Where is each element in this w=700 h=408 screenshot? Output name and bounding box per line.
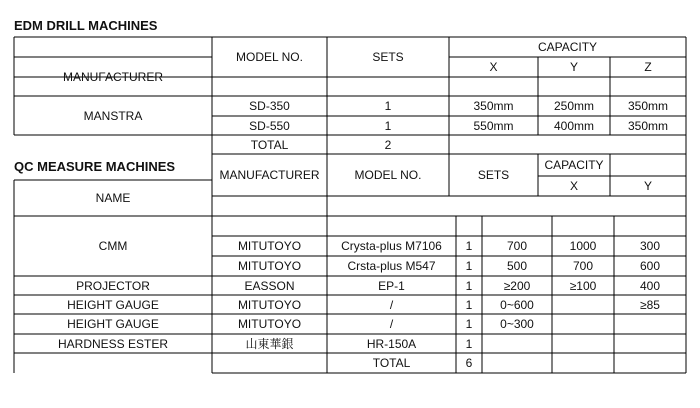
qc-header-x: X bbox=[569, 179, 578, 193]
qc-row-model: / bbox=[389, 297, 394, 312]
qc-row-value-c bbox=[614, 334, 686, 353]
edm-row-x: 350mm bbox=[473, 99, 514, 113]
qc-row-value-a: 700 bbox=[506, 239, 528, 253]
edm-row-x: 550mm bbox=[473, 118, 514, 133]
qc-row-manufacturer: MITUTOYO bbox=[237, 239, 302, 253]
edm-row-z: 350mm bbox=[627, 118, 668, 133]
qc-row-value-b bbox=[552, 314, 614, 334]
qc-row-manufacturer: 山東華銀 bbox=[245, 337, 294, 351]
qc-row-value-b bbox=[552, 334, 614, 353]
edm-row-z: 350mm bbox=[627, 99, 668, 113]
qc-row-value-b: 1000 bbox=[569, 239, 597, 253]
qc-header-name: NAME bbox=[95, 191, 131, 205]
qc-row-value-a: ≥200 bbox=[503, 278, 531, 293]
qc-row-value-c: ≥85 bbox=[640, 297, 660, 312]
edm-row-model: SD-550 bbox=[249, 118, 290, 133]
qc-row-manufacturer: EASSON bbox=[244, 278, 295, 293]
edm-header-capacity: CAPACITY bbox=[537, 40, 598, 54]
qc-row-sets: 1 bbox=[465, 336, 473, 351]
edm-header-z: Z bbox=[644, 60, 652, 74]
qc-row-model: Crysta-plus M7106 bbox=[341, 239, 442, 253]
qc-header-manufacturer: MANUFACTURER bbox=[219, 168, 320, 182]
qc-row-manufacturer: MITUTOYO bbox=[237, 297, 302, 312]
qc-row-name: HARDNESS ESTER bbox=[57, 336, 169, 351]
qc-section-title: QC MEASURE MACHINES bbox=[14, 159, 176, 174]
edm-total-label: TOTAL bbox=[250, 137, 289, 152]
qc-row-sets: 1 bbox=[465, 259, 473, 273]
qc-header-capacity: CAPACITY bbox=[544, 158, 604, 172]
qc-row-value-b: 700 bbox=[572, 259, 594, 273]
qc-row-model: HR-150A bbox=[366, 336, 417, 351]
qc-row-manufacturer: MITUTOYO bbox=[237, 259, 302, 273]
qc-row-value-b: ≥100 bbox=[569, 278, 597, 293]
qc-row-sets: 1 bbox=[465, 297, 473, 312]
qc-row-name: HEIGHT GAUGE bbox=[67, 297, 159, 312]
edm-row-y: 400mm bbox=[553, 118, 594, 133]
qc-row-sets: 1 bbox=[465, 317, 473, 331]
qc-row-value-a: 0~300 bbox=[500, 317, 534, 331]
edm-header-x: X bbox=[489, 60, 498, 74]
edm-section-title: EDM DRILL MACHINES bbox=[14, 18, 158, 33]
qc-row-value-a: 500 bbox=[506, 259, 528, 273]
qc-row-name: CMM bbox=[98, 239, 128, 253]
qc-row-value-b bbox=[552, 295, 614, 314]
edm-row-model: SD-350 bbox=[249, 99, 290, 113]
edm-manufacturer: MANSTRA bbox=[83, 108, 143, 123]
qc-row-value-c: 400 bbox=[639, 278, 661, 293]
qc-row-value-a: 0~600 bbox=[500, 297, 534, 312]
qc-row-sets: 1 bbox=[465, 239, 473, 253]
qc-row-value-c bbox=[614, 314, 686, 334]
qc-row-model: EP-1 bbox=[378, 278, 405, 293]
qc-total-sets: 6 bbox=[465, 356, 473, 370]
qc-row-name: PROJECTOR bbox=[76, 278, 150, 293]
edm-header-y: Y bbox=[569, 60, 578, 74]
edm-total-sets: 2 bbox=[384, 137, 392, 152]
qc-row-model: Crsta-plus M547 bbox=[347, 259, 436, 273]
edm-row-y: 250mm bbox=[553, 99, 594, 113]
qc-row-value-c: 600 bbox=[639, 259, 661, 273]
edm-header-model-no: MODEL NO. bbox=[236, 50, 303, 64]
edm-header-sets: SETS bbox=[372, 50, 404, 64]
qc-total-label: TOTAL bbox=[372, 356, 411, 370]
qc-header-y: Y bbox=[643, 179, 652, 193]
qc-row-name: HEIGHT GAUGE bbox=[67, 317, 159, 331]
qc-row-manufacturer: MITUTOYO bbox=[237, 317, 302, 331]
qc-header-sets: SETS bbox=[477, 168, 510, 182]
qc-row-value-c: 300 bbox=[639, 239, 661, 253]
edm-row-sets: 1 bbox=[384, 118, 392, 133]
edm-row-sets: 1 bbox=[384, 99, 392, 113]
qc-row-model: / bbox=[389, 317, 394, 331]
qc-header-model-no: MODEL NO. bbox=[354, 168, 422, 182]
qc-row-value-a bbox=[482, 334, 552, 353]
qc-row-sets: 1 bbox=[465, 278, 473, 293]
edm-header-manufacturer: MANUFACTURER bbox=[62, 69, 163, 84]
